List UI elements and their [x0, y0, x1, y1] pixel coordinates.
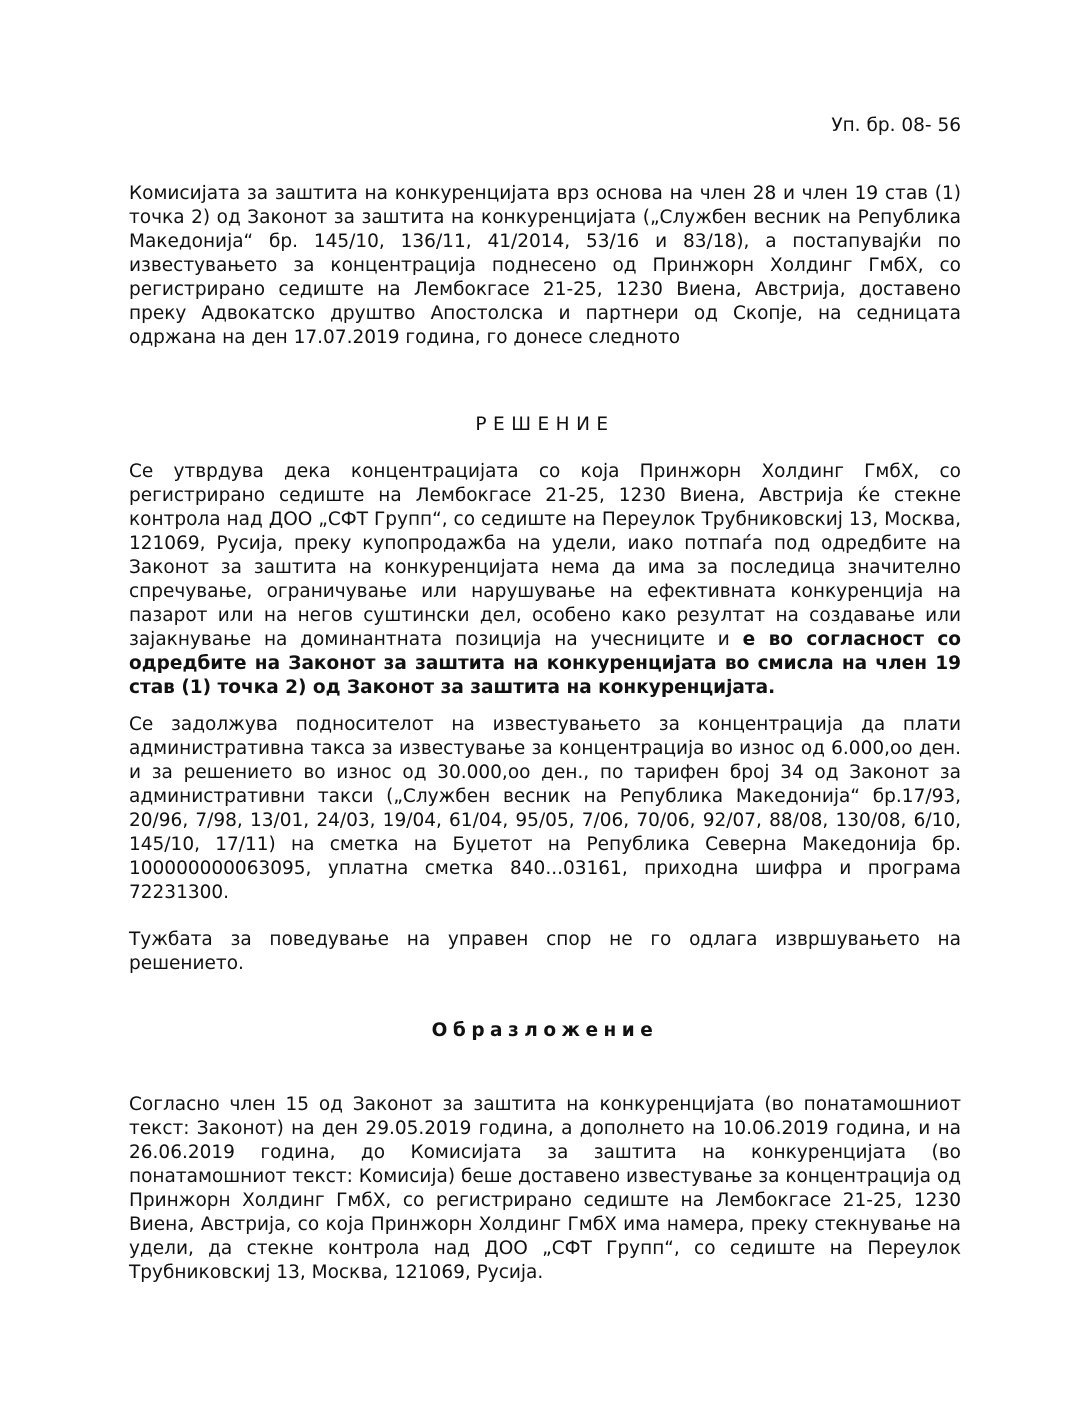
- intro-paragraph: Комисијата за заштита на конкуренцијата врз основа на член 28 и член 19 став (1) точка 2) од Законот за заштита на конкуренцијата („Службен весник на Република Македонија“ бр. 145/10, 136/11, 41/2014, 53/16 и 83/18), а постапувајќи по известувањето за концентрација поднесено од Принжорн Холдинг ГмбХ, со регистрирано седиште на Лембокгасе 21-25, 1230 Виена, Австрија, доставено преку Адвокатско друштво Апостолска и партнери од Скопје, на седницата одржана на ден 17.07.2019 година, го донесе следното: [129, 183, 961, 348]
- decision-paragraph: [129, 460, 961, 700]
- reference-number: Уп. бр. 08- 56: [831, 115, 961, 136]
- decision-heading: РЕШЕНИЕ: [475, 414, 615, 435]
- reasoning-paragraph: Согласно член 15 од Законот за заштита на конкуренцијата (во понатамошниот текст: Законот) на ден 29.05.2019 година, а дополнето на 10.06.2019 година, и на 26.06.2019 година, до Комисијата за заштита на конкуренцијата (во понатамошниот текст: Комисија) беше доставено известување за концентрација од Принжорн Холдинг ГмбХ, со регистрирано седиште на Лембокгасе 21-25, 1230 Виена, Австрија, со која Принжорн Холдинг ГмбХ има намера, преку стекнување на удели, да стекне контрола над ДОО „СФТ Групп“, со седиште на Переулок Трубниковскиј 13, Москва, 121069, Русија.: [129, 1094, 961, 1283]
- reasoning-heading: Образложение: [431, 1020, 659, 1041]
- fee-paragraph: Се задолжува подносителот на известувањето за концентрација да плати административна такса за известување за концентрација во износ од 6.000,оо ден. и за решението во износ од 30.000,оо ден., по тарифен број 34 од Законот за административни такси („Службен весник на Република Македонија“ бр.17/93, 20/96, 7/98, 13/01, 24/03, 19/04, 61/04, 95/05, 7/06, 70/06, 92/07, 88/08, 130/08, 6/10, 145/10, 17/11) на сметка на Буџетот на Република Северна Македонија бр. 100000000063095, уплатна сметка 840...03161, приходна шифра и програма 72231300.: [129, 714, 961, 903]
- appeal-paragraph: Тужбата за поведување на управен спор не го одлага извршувањето на решението.: [129, 929, 961, 974]
- decision-text-bold: е во согласност со одредбите на Законот за заштита на конкуренцијата во смисла на член 19 став (1) точка 2) од Законот за заштита на конкуренцијата.: [129, 629, 962, 698]
- decision-text-regular: Се утврдува дека концентрацијата со која Принжорн Холдинг ГмбХ, со регистрирано седиште на Лембокгасе 21-25, 1230 Виена, Австрија ќе стекне контрола над ДОО „СФТ Групп“, со седиште на Переулок Трубниковскиј 13, Москва, 121069, Русија, преку купопродажба на удели, иако потпаѓа под одредбите на Законот за заштита на конкуренцијата нема да има за последица значително спречување, ограничување или нарушување на ефективната конкуренција на пазарот или на негов суштински дел, особено како резултат на создавање или зајакнување на доминантната позиција на учесниците и: [129, 461, 961, 650]
